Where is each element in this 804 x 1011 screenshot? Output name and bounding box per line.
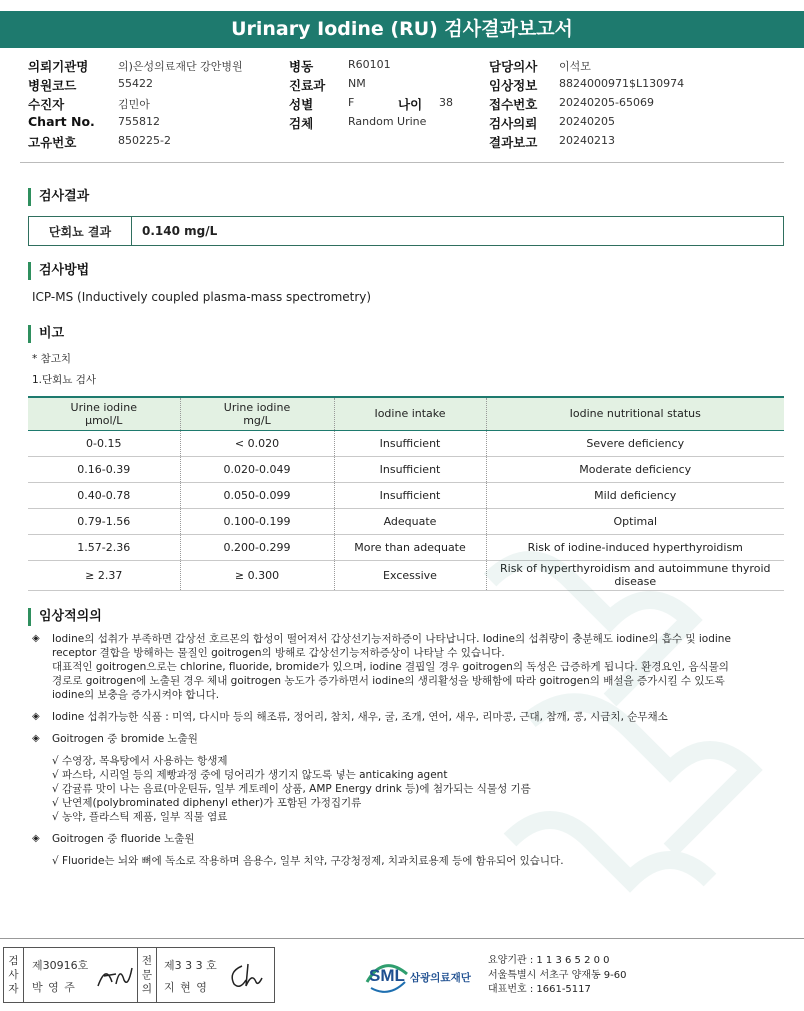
method-text: ICP-MS (Inductively coupled plasma-mass spectrometry) xyxy=(32,290,372,304)
bullet-icon: ◈ xyxy=(32,733,40,744)
info-value: R60101 xyxy=(348,58,391,71)
info-value: 20240205-65069 xyxy=(559,96,654,109)
info-value: 20240213 xyxy=(559,134,615,147)
table-header: Iodine nutritional status xyxy=(486,397,784,430)
table-cell: ≥ 0.300 xyxy=(180,560,334,590)
section-title-remarks: 비고 xyxy=(28,325,64,343)
table-cell: Optimal xyxy=(486,508,784,534)
info-value: 8824000971$L130974 xyxy=(559,77,685,90)
age-label: 나이 xyxy=(398,97,423,112)
logo-text: SML xyxy=(369,966,405,985)
table-cell: 0.200-0.299 xyxy=(180,534,334,560)
table-cell: Adequate xyxy=(334,508,486,534)
table-cell: Risk of iodine-induced hyperthyroidism xyxy=(486,534,784,560)
table-row xyxy=(28,430,784,456)
patient-info xyxy=(28,57,788,152)
table-cell: < 0.020 xyxy=(180,430,334,456)
info-label: 담당의사 xyxy=(489,59,538,74)
specialist-label: 전 문 의 xyxy=(137,948,157,1002)
org-name: 삼광의료재단 xyxy=(410,972,471,984)
info-label: 임상정보 xyxy=(489,78,538,93)
info-label: 검체 xyxy=(289,116,314,131)
section-title-result: 검사결과 xyxy=(28,188,89,206)
info-label: 병동 xyxy=(289,59,314,74)
footer xyxy=(3,947,803,1005)
list-item: ◈ Goitrogen 중 bromide 노출원 √ 수영장, 목욕탕에서 사용하는 항생제 √ 파스타, 시리얼 등의 제빵과정 중에 덩어리가 생기지 않도록 넣는 anticaking agent √ 감귤류 맛이 나는 음료(마운틴듀, 일부 게토레이 상품, AMP Energy drink 등)에 첨가되는 식물성 기름 √ 난연제(polybrominated diphenyl ether)가 포함된 가정집기류 √ 농약, 플라스틱 제품, 일부 직물 염료 xyxy=(32,733,531,823)
inspector-label: 검 사 자 xyxy=(4,948,24,1002)
table-cell: 0.40-0.78 xyxy=(28,482,180,508)
report-title: Urinary Iodine (RU) 검사결과보고서 xyxy=(0,11,804,48)
list-item: ◈ Goitrogen 중 fluoride 노출원 √ Fluoride는 뇌와 뼈에 독소로 작용하며 음용수, 일부 치약, 구강청정제, 치과치료용제 등에 함유되어 있습니다. xyxy=(32,833,564,867)
table-header: Urine iodine mg/L xyxy=(180,397,334,430)
result-value: 0.140 mg/L xyxy=(142,224,218,238)
bullet-icon: ◈ xyxy=(32,833,40,844)
info-label: 고유번호 xyxy=(28,135,77,150)
info-label: 의뢰기관명 xyxy=(28,59,89,74)
info-value: NM xyxy=(348,77,366,90)
table-cell: Mild deficiency xyxy=(486,482,784,508)
company-logo xyxy=(363,952,483,1000)
section-title-clinical: 임상적의의 xyxy=(28,608,102,626)
table-cell: 0-0.15 xyxy=(28,430,180,456)
info-label: Chart No. xyxy=(28,114,95,129)
table-cell: Excessive xyxy=(334,560,486,590)
reference-note: * 참고치 xyxy=(32,353,72,365)
table-cell: 0.16-0.39 xyxy=(28,456,180,482)
company-address: 요양기관 : 1 1 3 6 5 2 0 0 서울특별시 서초구 양재동 9-60 대표번호 : 1661-5117 xyxy=(488,955,627,995)
table-cell: 1.57-2.36 xyxy=(28,534,180,560)
signature-box xyxy=(3,947,275,1003)
table-cell: ≥ 2.37 xyxy=(28,560,180,590)
table-cell: 0.020-0.049 xyxy=(180,456,334,482)
table-cell: 0.100-0.199 xyxy=(180,508,334,534)
table-cell: Risk of hyperthyroidism and autoimmune thyroid disease xyxy=(486,560,784,590)
info-label: 진료과 xyxy=(289,78,326,93)
result-box xyxy=(28,216,784,246)
specialist-number: 제3 3 3 호 xyxy=(164,959,217,972)
table-cell: Insufficient xyxy=(334,482,486,508)
bullet-icon: ◈ xyxy=(32,711,40,722)
info-value: F xyxy=(348,96,355,109)
age-value: 38 xyxy=(439,96,453,109)
clinical-significance xyxy=(32,632,772,874)
result-label: 단회뇨 결과 xyxy=(29,217,132,245)
list-item: ◈ Iodine의 섭취가 부족하면 갑상선 호르몬의 합성이 떨어져서 갑상선기능저하증이 나타납니다. Iodine의 섭취량이 충분해도 iodine의 흡수 및 iodine receptor 결합을 방해하는 물질인 goitrogen의 방해로 갑상선기능저하증상이 나타날 수 있습니다. 대표적인 goitrogen으로는 chlorine, fluoride, bromide가 있으며, iodine 결핍일 경우 goitrogen의 독성은 급증하게 됩니다. 환경요인, 음식물의 경로로 goitrogen에 노출된 경우 체내 goitrogen 농도가 증가하면서 iodine의 생리활성을 방해함에 따라 goitrogen의 배설을 증가시킬 수 있도록 iodine의 보충을 증가시켜야 합니다. xyxy=(32,633,731,701)
table-header: Iodine intake xyxy=(334,397,486,430)
info-value: 850225-2 xyxy=(118,134,171,147)
table-cell: Insufficient xyxy=(334,456,486,482)
table-cell: More than adequate xyxy=(334,534,486,560)
specialist-signature-icon xyxy=(226,960,266,992)
section-title-method: 검사방법 xyxy=(28,262,89,280)
specialist-name: 지 현 영 xyxy=(164,981,208,994)
footer-divider xyxy=(0,938,804,939)
divider xyxy=(20,162,784,163)
info-value: 55422 xyxy=(118,77,153,90)
info-label: 접수번호 xyxy=(489,97,538,112)
info-label: 성별 xyxy=(289,97,314,112)
list-item: ◈ Iodine 섭취가능한 식품 : 미역, 다시마 등의 해조류, 정어리, 참치, 새우, 굴, 조개, 연어, 새우, 리마콩, 근대, 참깨, 콩, 시금치, 순무채소 xyxy=(32,711,668,723)
info-value: 755812 xyxy=(118,115,160,128)
table-row xyxy=(28,482,784,508)
inspector-signature-icon xyxy=(94,960,134,992)
info-value: Random Urine xyxy=(348,115,427,128)
info-value: 이석모 xyxy=(559,60,591,73)
info-value: 의)은성의료재단 강안병원 xyxy=(118,60,243,73)
info-value: 김민아 xyxy=(118,98,150,111)
table-row xyxy=(28,456,784,482)
bullet-icon: ◈ xyxy=(32,633,40,644)
table-cell: 0.79-1.56 xyxy=(28,508,180,534)
info-label: 수진자 xyxy=(28,97,65,112)
table-cell: 0.050-0.099 xyxy=(180,482,334,508)
info-label: 병원코드 xyxy=(28,78,77,93)
reference-subnote: 1.단회뇨 검사 xyxy=(32,374,97,386)
inspector-name: 박 영 주 xyxy=(32,981,76,994)
inspector-number: 제30916호 xyxy=(32,959,89,972)
table-cell: Severe deficiency xyxy=(486,430,784,456)
table-header: Urine iodine μmol/L xyxy=(28,397,180,430)
info-value: 20240205 xyxy=(559,115,615,128)
table-header-row xyxy=(28,397,784,430)
table-cell: Insufficient xyxy=(334,430,486,456)
info-label: 결과보고 xyxy=(489,135,538,150)
table-cell: Moderate deficiency xyxy=(486,456,784,482)
info-label: 검사의뢰 xyxy=(489,116,538,131)
